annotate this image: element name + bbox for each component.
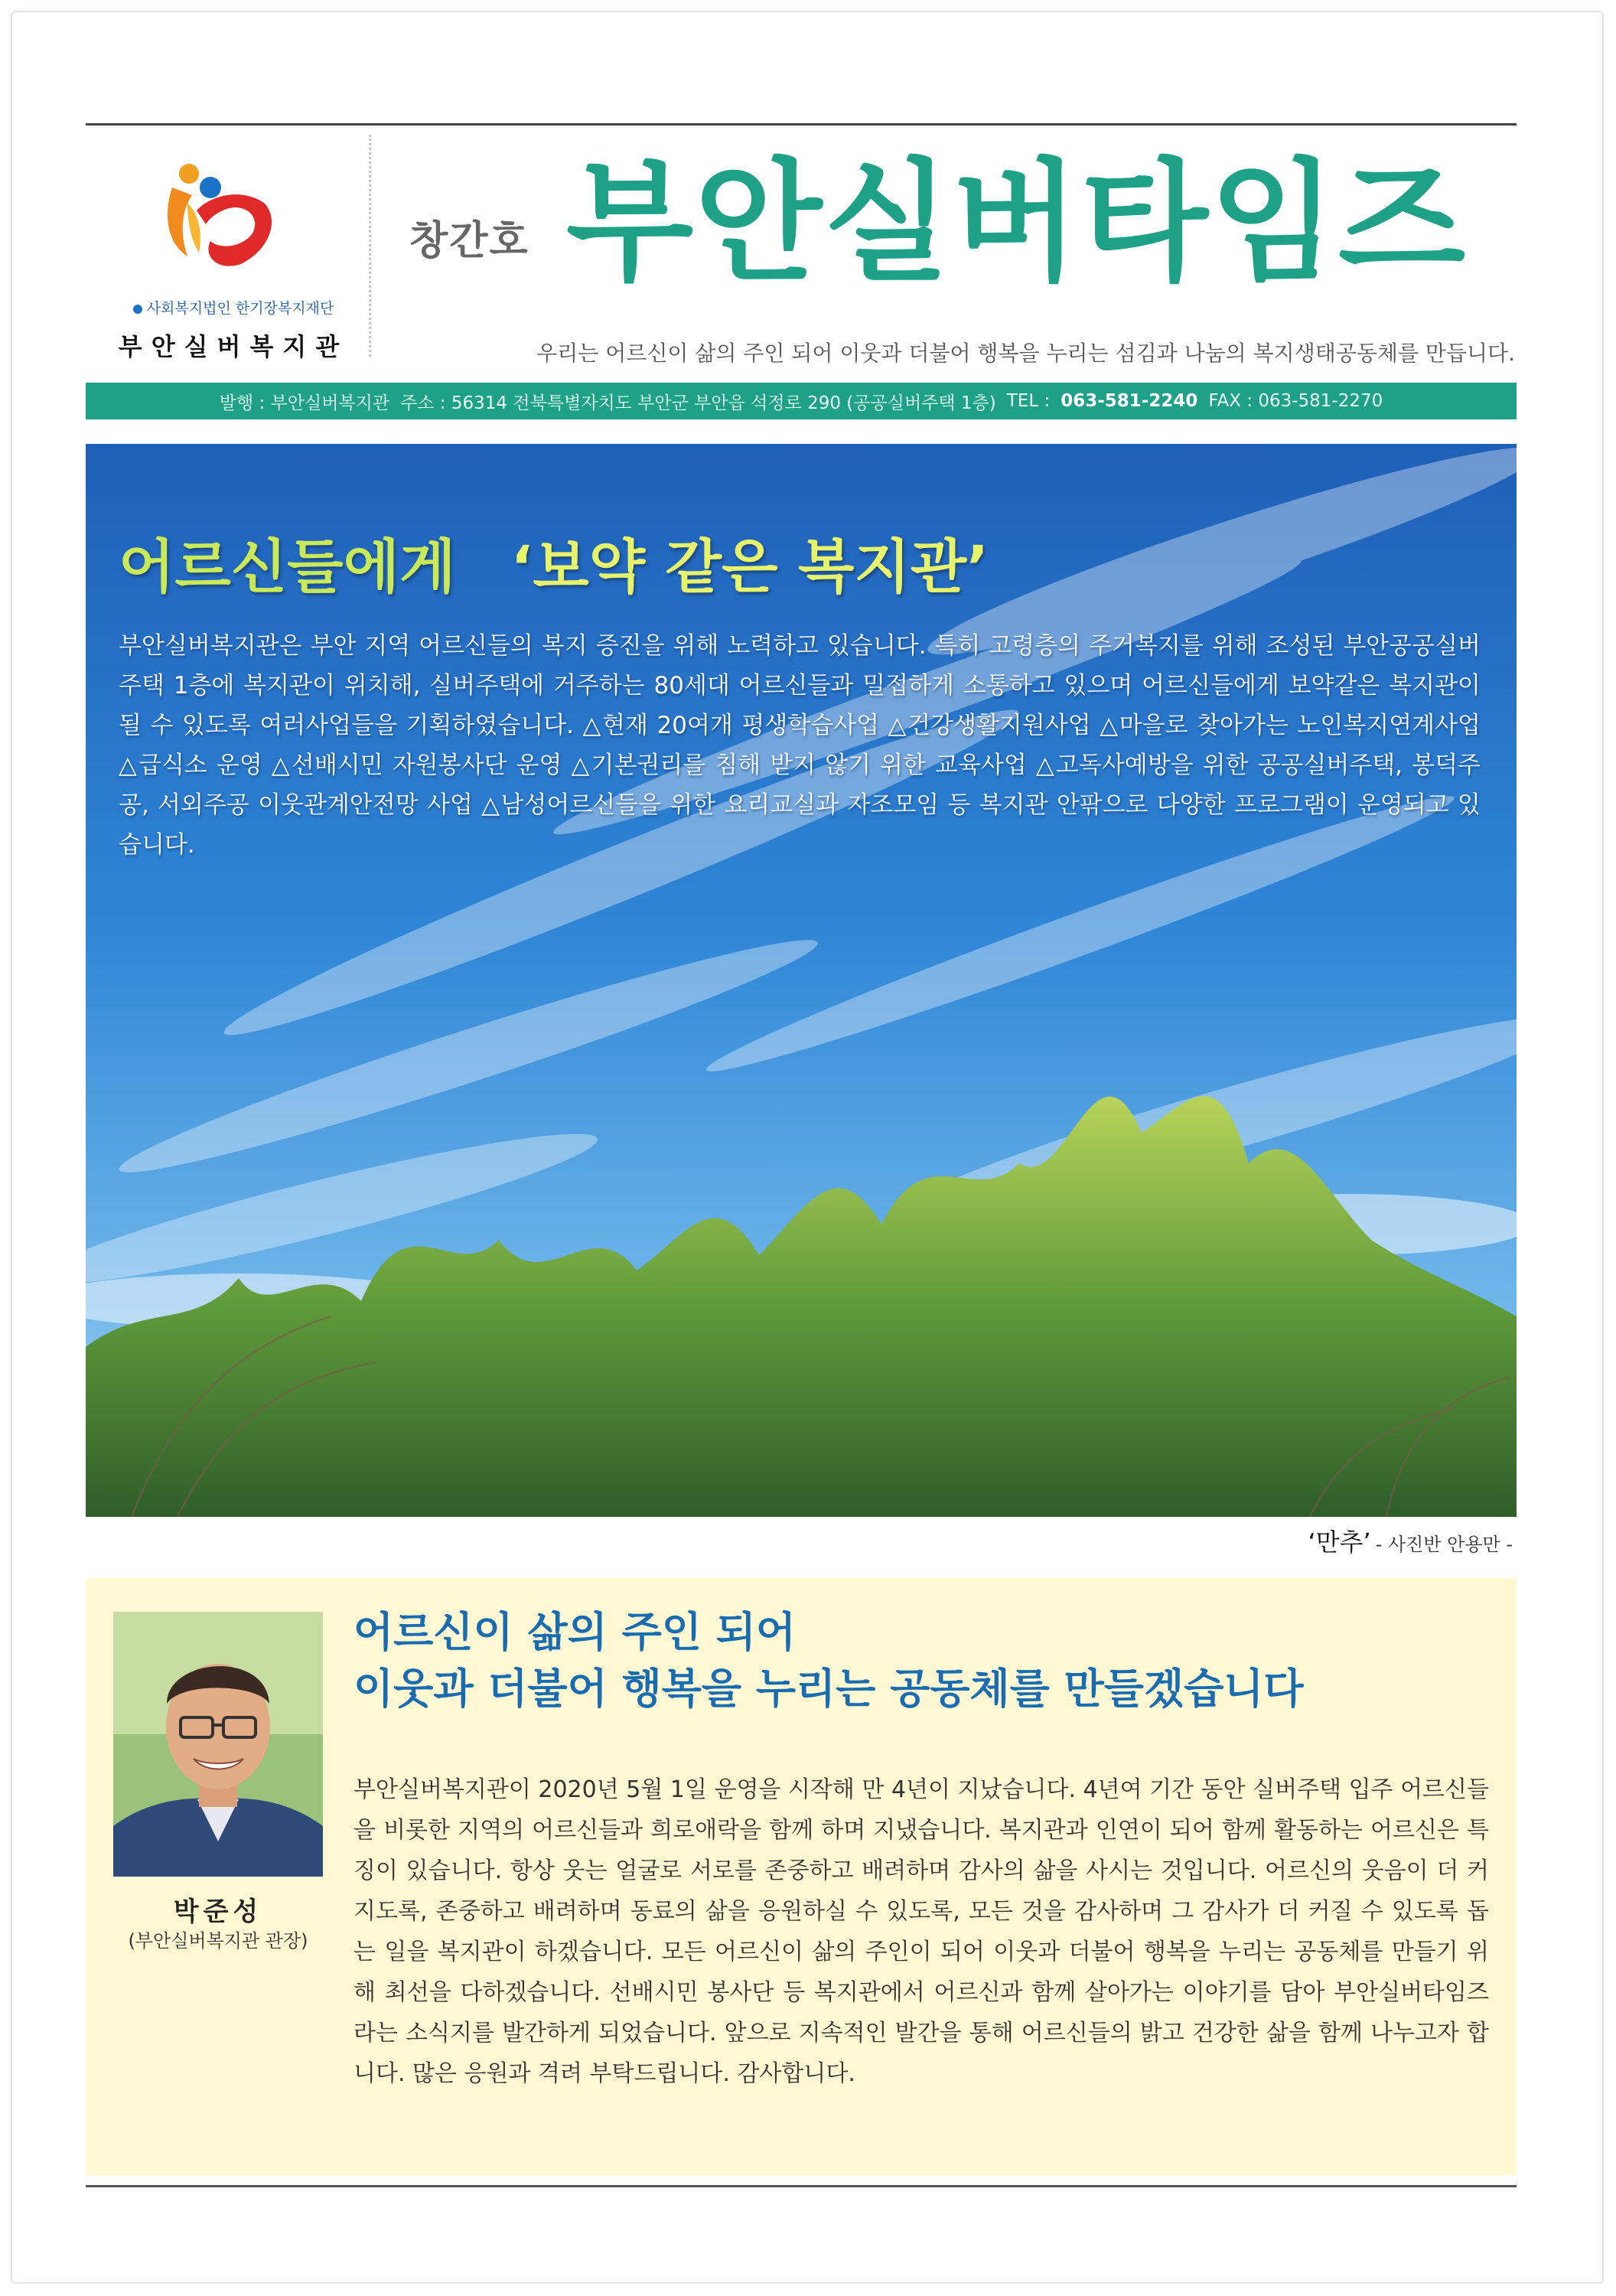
message-title-line2: 이웃과 더불어 행복을 누리는 공동체를 만들겠습니다 xyxy=(354,1665,1304,1713)
feature-heading-part1: 어르신들에게 xyxy=(119,533,456,601)
feature-heading xyxy=(119,520,989,604)
tel-number: 063-581-2240 xyxy=(1060,391,1198,411)
header-divider xyxy=(369,135,371,357)
top-rule xyxy=(86,123,1517,126)
feature-body: 부안실버복지관은 부안 지역 어르신들의 복지 증진을 위해 노력하고 있습니다. 특히 고령층의 주거복지를 위해 조성된 부안공공실버주택 1층에 복지관이 위치해, 실버주택에 거주하는 80세대 어르신들과 밀접하게 소통하고 있으며 어르신들에게 보약같은 복지관이 될 수 있도록 여러사업들을 기획하였습니다. △현재 20여개 평생학습사업 △건강생활지원사업 △마을로 찾아가는 노인복지연계사업 △급식소 운영 △선배시민 자원봉사단 운영 △기본권리를 침해 받지 않기 위한 교육사업 △고독사예방을 위한 공공실버주택, 봉덕주공, 서외주공 이웃관계안전망 사업 △남성어르신들을 위한 요리교실과 자조모임 등 복지관 안팎으로 다양한 프로그램이 운영되고 있습니다. xyxy=(119,632,1481,859)
director-title: (부안실버복지관 관장) xyxy=(128,1930,308,1952)
newsletter-title: 부안실버타임즈 xyxy=(566,145,1468,299)
slogan: 우리는 어르신이 삶의 주인 되어 이웃과 더불어 행복을 누리는 섬김과 나눔의 복지생태공동체를 만듭니다. xyxy=(536,341,1515,366)
director-portrait xyxy=(113,1612,323,1877)
message-body: 부안실버복지관이 2020년 5월 1일 운영을 시작해 만 4년이 지났습니다. 4년여 기간 동안 실버주택 입주 어르신들을 비롯한 지역의 어르신들과 희로애락을 함께 하며 지냈습니다. 복지관과 인연이 되어 함께 활동하는 어르신은 특징이 있습니다. 항상 웃는 얼굴로 서로를 존중하고 배려하며 감사의 삶을 사시는 것입니다. 어르신의 웃음이 더 커지도록, 존중하고 배려하며 동료의 삶을 응원하실 수 있도록, 모든 것을 감사하며 그 감사가 더 커질 수 있도록 돕는 일을 복지관이 하겠습니다. 모든 어르신이 삶의 주인이 되어 이웃과 더불어 행복을 누리는 공동체를 만들기 위해 최선을 다하겠습니다. 선배시민 봉사단 등 복지관에서 어르신과 함께 살아가는 이야기를 담아 부안실버타임즈라는 소식지를 발간하게 되었습니다. 앞으로 지속적인 발간을 통해 어르신들의 밝고 건강한 삶을 함께 나누고자 합니다. 많은 응원과 격려 부탁드립니다. 감사합니다. xyxy=(354,1776,1489,2087)
sky-photo xyxy=(86,444,1517,1517)
photo-caption xyxy=(1308,1523,1513,1558)
welfare-logo-icon xyxy=(157,157,279,272)
publisher-info-bar xyxy=(86,383,1517,419)
message-title xyxy=(354,1604,1304,1717)
bottom-rule xyxy=(86,2185,1517,2187)
org-name: 부안실버복지관 xyxy=(118,332,349,361)
feature-heading-part2: ‘보약 같은 복지관’ xyxy=(510,533,989,601)
tel-label: TEL : xyxy=(1006,391,1051,411)
message-title-line1: 어르신이 삶의 주인 되어 xyxy=(354,1608,797,1656)
edition-label: 창간호 xyxy=(409,218,529,264)
caption-title: ‘만추’ xyxy=(1308,1528,1371,1557)
foundation-dot-icon xyxy=(133,305,142,314)
publisher-text: 발행 : 부안실버복지관 xyxy=(219,393,390,413)
caption-credit: - 사진반 안용만 - xyxy=(1375,1534,1513,1555)
fax-text: FAX : 063-581-2270 xyxy=(1208,391,1383,411)
address-text: 주소 : 56314 전북특별자치도 부안군 부안읍 석정로 290 (공공실버주택 1층) xyxy=(400,393,996,413)
org-affiliation: 사회복지법인 한기장복지재단 xyxy=(115,297,352,318)
director-name: 박준성 xyxy=(173,1896,263,1927)
